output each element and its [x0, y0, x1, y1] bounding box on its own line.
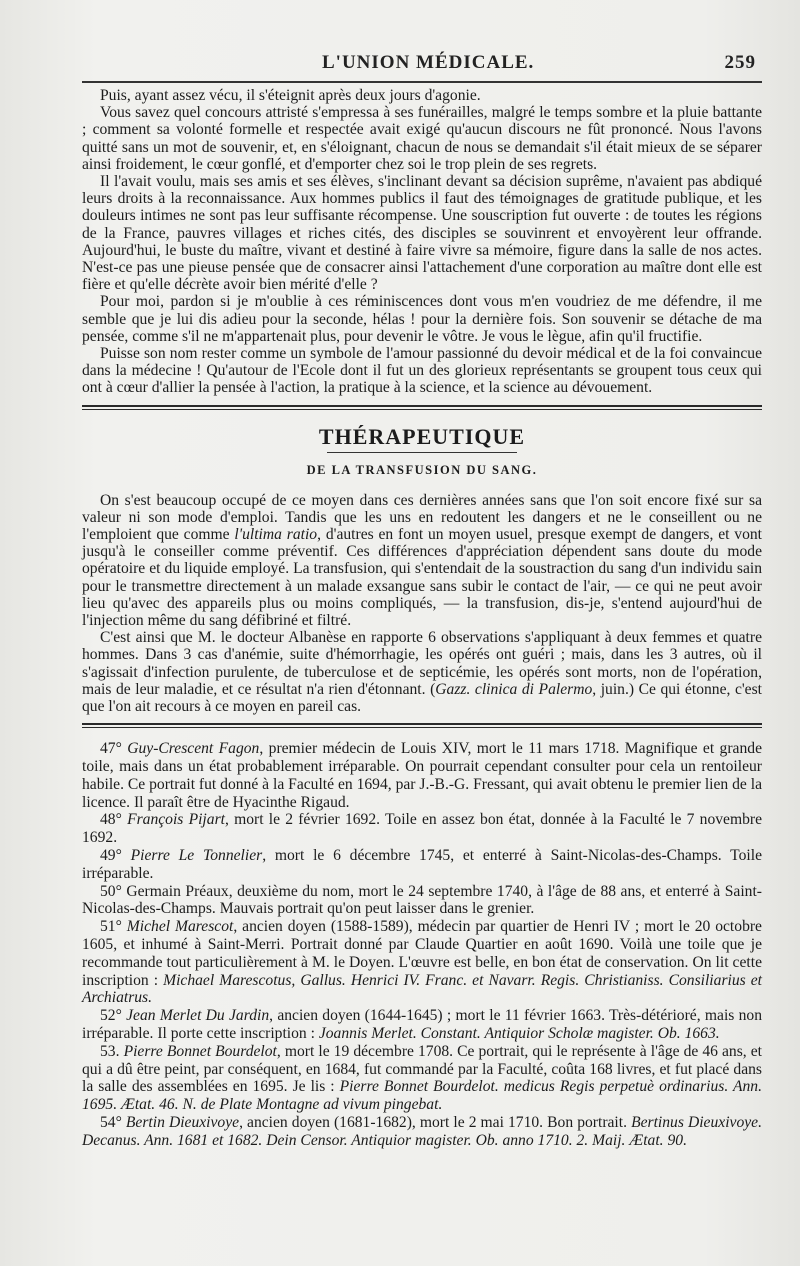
entry-number: 47° — [100, 740, 122, 758]
portrait-entry — [82, 1043, 762, 1114]
portrait-inscription: Joannis Merlet. Constant. Antiquior Scholæ magister. Ob. 1663. — [318, 1025, 720, 1043]
portrait-name: François Pijart — [127, 811, 225, 829]
entry-text: , ancien doyen (1588-1589), médecin par quartier de Henri IV ; mort le 20 octobre 1605, et inhumé à Saint-Merri. Portrait donné par Claude Quartier en août 1690. Voilà une toile que je recommande tout particulièrement à M. le Doyen. L'œuvre est belle, en bon état de conservation. On lit cette inscription : — [82, 918, 762, 989]
entry-number: 53. — [100, 1042, 120, 1060]
portrait-inscription: Pierre Bonnet Bourdelot. medicus Regis perpetuè ordinarius. Ann. 1695. Ætat. 46. N. de Plate Montagne ad vivum pingebat. — [82, 1078, 762, 1114]
entry-number: 52° — [100, 1007, 122, 1025]
eulogy-paragraph-5: Puisse son nom rester comme un symbole de l'amour passionné du devoir médical et de la foi convaincue dans la médecine ! Qu'autour de l'Ecole dont il fut un des glorieux représentants se groupent tous ceux qui ont à cœur d'allier la pensée à l'action, la pratique à la science, et la science au dévouement. — [82, 345, 762, 397]
section-title: THÉRAPEUTIQUE — [318, 423, 526, 449]
entry-number: 49° — [100, 847, 122, 865]
portrait-list — [82, 740, 762, 1149]
entry-number: 51° — [100, 918, 122, 936]
header-rule — [82, 81, 762, 83]
eulogy-paragraph-4: Pour moi, pardon si je m'oublie à ces réminiscences dont vous m'en voudriez de me défendre, il me semble que je lui dis adieu pour la seconde, hélas ! pour la dernière fois. Son souvenir se détache de ma pensée, comme s'il ne m'appartenait plus, pour devenir le vôtre. Je vous le lègue, afin qu'il fructifie. — [82, 293, 762, 345]
portrait-name: Guy-Crescent Fagon — [127, 740, 260, 758]
running-head — [82, 52, 762, 74]
portrait-inscription: Michael Marescotus, Gallus. Henrici IV. Franc. et Navarr. Regis. Christianiss. Consiliarius et Archiatrus. — [82, 971, 762, 1007]
section-title-rule — [327, 452, 517, 453]
portrait-entry — [82, 847, 762, 883]
entry-text: , mort le 6 décembre 1745, et enterré à Saint-Nicolas-des-Champs. Toile irréparable. — [82, 847, 762, 882]
portrait-entry — [82, 918, 762, 1007]
entry-text: , premier médecin de Louis XIV, mort le 11 mars 1718. Magnifique et grande toile, mais dans un état probablement irréparable. On pourrait cependant consulter pour cela un rentoileur habile. Ce portrait fut donné à la Faculté en 1694, par J.-B.-G. Fressant, qui avait obtenu le premier lien de la licence. Il paraît être de Hyacinthe Rigaud. — [82, 740, 762, 811]
article-title: DE LA TRANSFUSION DU SANG. — [306, 462, 538, 477]
eulogy-paragraph-3: Il l'avait voulu, mais ses amis et ses élèves, s'inclinant devant sa décision suprême, n'avaient pas abdiqué leurs droits à la reconnaissance. Aux hommes publics il faut des témoignages de gratitude publique, et les douleurs intimes ne sont pas leur suffisante récompense. Une souscription fut ouverte : de toutes les régions de la France, pauvres villages et riches cités, des disciples se souvinrent et envoyèrent leur offrande. Aujourd'hui, le buste du maître, vivant et destiné à faire vivre sa mémoire, figure dans la salle de nos actes. N'est-ce pas une pieuse pensée que de consacrer ainsi l'attachement d'une corporation au maître dont elle est fière et qu'elle décrète avoir bien mérité d'elle ? — [82, 173, 762, 294]
feuilleton-divider — [82, 723, 762, 728]
entry-number: 50° — [100, 882, 122, 900]
entry-text: , ancien doyen (1681-1682), mort le 2 mai 1710. Bon portrait. — [239, 1114, 632, 1132]
entry-text: , ancien doyen (1644-1645) ; mort le 11 février 1663. Très-détérioré, mais non irréparable. Il porte cette inscription : — [82, 1007, 763, 1043]
journal-title: L'UNION MÉDICALE. — [322, 52, 535, 73]
portrait-entry — [82, 811, 762, 847]
entry-text: Germain Préaux, deuxième du nom, mort le 24 septembre 1740, à l'âge de 88 ans, et enterré à Saint-Nicolas-des-Champs. Mauvais portrait qu'on peut laisser dans le grenier. — [82, 882, 762, 918]
text-run: , juin.) Ce qui étonne, c'est que l'on ait recours à ce moyen en pareil cas. — [82, 680, 762, 716]
entry-number: 48° — [100, 811, 122, 829]
text-run: , d'autres en font un moyen usuel, presque exempt de dangers, et vont jusqu'à le conseiller comme préventif. Ces différences d'appréciation dépendent sans doute du mode opératoire et du liquide employé. La transfusion, qui s'entendait de la soustraction du sang d'un individu sain pour le transmettre directement à un malade exsangue sans subir le contact de l'air, — ce qui ne peut avoir lieu qu'avec des appareils plus ou moins compliqués, — la transfusion, dis-je, s'entend aujourd'hui de l'injection même du sang défibriné et filtré. — [82, 526, 762, 630]
portrait-entry — [82, 883, 762, 919]
entry-number: 54° — [100, 1114, 122, 1132]
journal-citation: Gazz. clinica di Palermo — [435, 680, 593, 698]
entry-text: , mort le 2 février 1692. Toile en assez bon état, donnée à la Faculté le 7 novembre 1692. — [82, 811, 762, 847]
portrait-name: Michel Marescot — [126, 918, 234, 936]
eulogy-paragraph-2: Vous savez quel concours attristé s'empressa à ses funérailles, malgré le temps sombre et la pluie battante ; comment sa volonté formelle et respectée avait exigé qu'aucun discours ne fût prononcé. Nous l'avons quitté sans un mot de souvenir, et, en s'éloignant, chacun de nous se demandait s'il était mieux de se séparer ainsi froidement, le cœur gonflé, et d'emporter chez soi le trop plein de ses regrets. — [82, 104, 762, 173]
portrait-entry — [82, 1007, 762, 1043]
section-divider — [82, 405, 762, 410]
portrait-name: Pierre Bonnet Bourdelot — [123, 1042, 277, 1060]
portrait-name: Bertin Dieuxivoye — [125, 1114, 240, 1132]
italic-phrase: l'ultima ratio — [234, 526, 318, 544]
portrait-name: Pierre Le Tonnelier — [130, 847, 263, 865]
portrait-inscription: Bertinus Dieuxivoye. Decanus. Ann. 1681 et 1682. Dein Censor. Antiquior magister. Ob. anno 1710. 2. Maij. Ætat. 90. — [82, 1114, 762, 1149]
eulogy-paragraph-1: Puis, ayant assez vécu, il s'éteignit après deux jours d'agonie. — [100, 87, 481, 104]
text-run: C'est ainsi que M. le docteur Albanèse en rapporte 6 observations s'appliquant à deux femmes et quatre hommes. Dans 3 cas d'anémie, suite d'hémorrhagie, les opérés ont guéri ; mais, dans les 3 autres, où il s'agissait d'infection purulente, de tuberculose et de septicémie, les opérés sont morts, non de l'opération, mais de leur maladie, et ce résultat n'a rien d'étonnant. ( — [82, 629, 762, 698]
page-number: 259 — [724, 52, 756, 73]
text-run: On s'est beaucoup occupé de ce moyen dans ces dernières années sans que l'on soit encore fixé sur sa valeur ni son mode d'emploi. Tandis que les uns en redoutent les dangers et ne le conseillent ou ne l'emploient que comme — [82, 491, 762, 544]
portrait-name: Jean Merlet Du Jardin — [126, 1007, 270, 1025]
entry-text: , mort le 19 décembre 1708. Ce portrait, qui le représente à l'âge de 46 ans, et qui a dû être peint, par conséquent, en 1684, fut commandé par la Faculté, coûta 168 livres, et fut placé dans la salle des assemblées en 1695. Je lis : — [82, 1042, 763, 1096]
therapeutique-paragraph-2 — [82, 629, 762, 715]
portrait-entry — [82, 1114, 762, 1150]
therapeutique-paragraph-1 — [82, 492, 762, 630]
portrait-entry — [82, 740, 762, 811]
